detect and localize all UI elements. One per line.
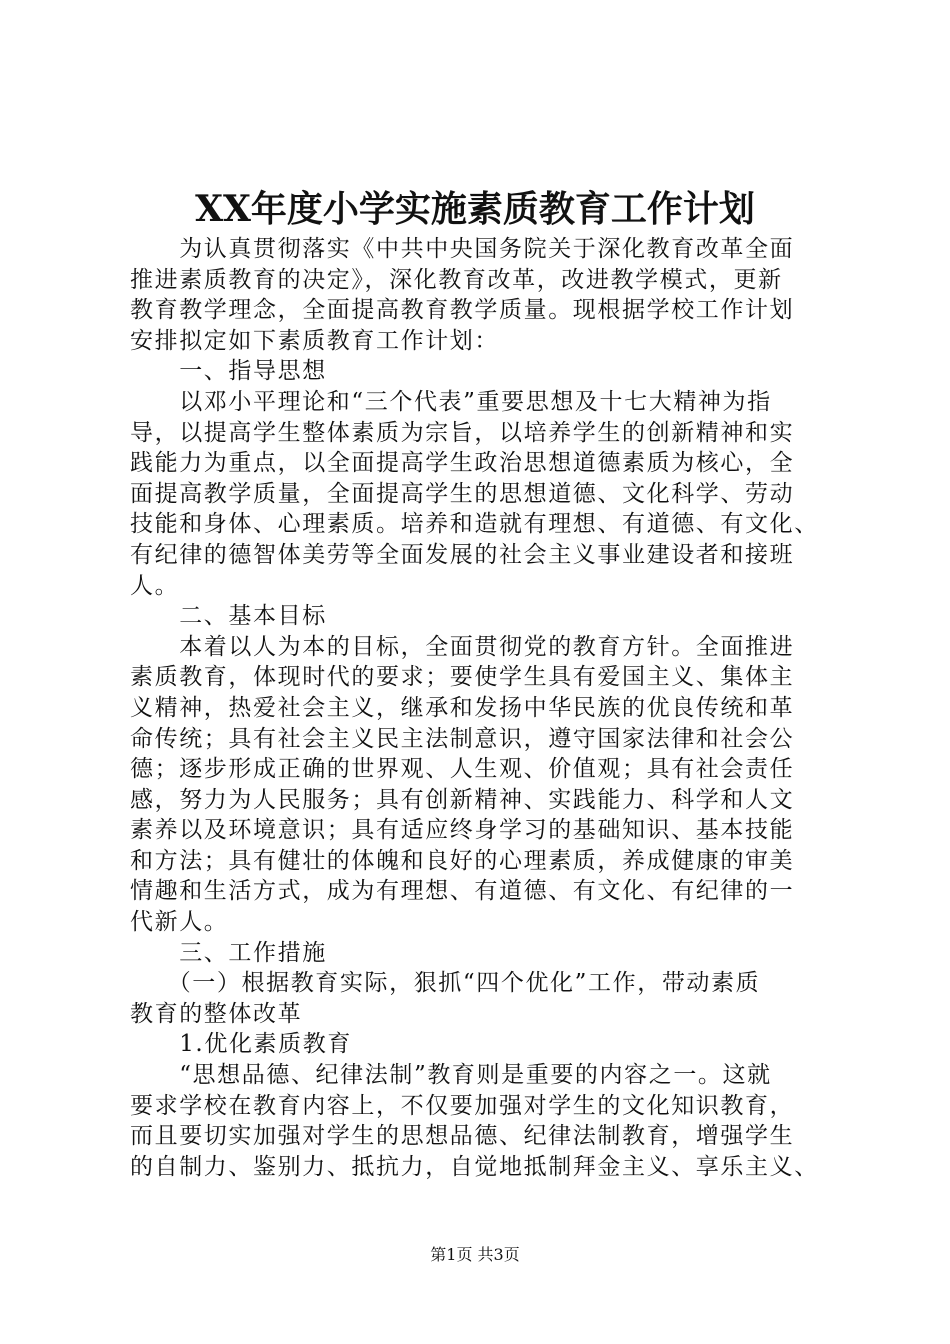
text-line: 德；逐步形成正确的世界观、人生观、价值观；具有社会责任: [130, 756, 795, 783]
text-line: 情趣和生活方式，成为有理想、有道德、有文化、有纪律的一: [130, 878, 795, 905]
text-line: 教育的整体改革: [130, 1000, 303, 1027]
section-heading: 三、工作措施: [130, 939, 327, 966]
text-line: 人。: [130, 572, 180, 599]
document-title: XX年度小学实施素质教育工作计划: [195, 188, 755, 230]
page-number: 第1页 共3页: [430, 1245, 520, 1264]
text-line: 感，努力为人民服务；具有创新精神、实践能力、科学和人文: [130, 786, 795, 813]
section-heading: 二、基本目标: [130, 603, 327, 630]
text-line: 素质教育，体现时代的要求；要使学生具有爱国主义、集体主: [130, 664, 795, 691]
text-line: 素养以及环境意识；具有适应终身学习的基础知识、基本技能: [130, 817, 795, 844]
text-line: 以邓小平理论和“三个代表”重要思想及十七大精神为指: [130, 388, 772, 415]
page-footer: [0, 1244, 950, 1266]
text-line: “思想品德、纪律法制”教育则是重要的内容之一。这就: [130, 1062, 772, 1089]
text-line: 代新人。: [130, 909, 229, 936]
text-line: 和方法；具有健壮的体魄和良好的心理素质，养成健康的审美: [130, 847, 795, 874]
text-line: 有纪律的德智体美劳等全面发展的社会主义事业建设者和接班: [130, 541, 795, 568]
text-line: 要求学校在教育内容上，不仅要加强对学生的文化知识教育，: [130, 1092, 795, 1119]
text-line: 技能和身体、心理素质。培养和造就有理想、有道德、有文化、: [130, 511, 819, 538]
text-line: 推进素质教育的决定》，深化教育改革，改进教学模式，更新: [130, 266, 783, 293]
text-line: 命传统；具有社会主义民主法制意识，遵守国家法律和社会公: [130, 725, 795, 752]
subsection-heading: 1.优化素质教育: [130, 1031, 352, 1058]
text-line: 践能力为重点，以全面提高学生政治思想道德素质为核心，全: [130, 450, 795, 477]
text-line: 而且要切实加强对学生的思想品德、纪律法制教育，增强学生: [130, 1123, 795, 1150]
text-line: 为认真贯彻落实《中共中央国务院关于深化教育改革全面: [130, 236, 795, 262]
text-line: 教育教学理念，全面提高教育教学质量。现根据学校工作计划: [130, 297, 795, 324]
document-body: [130, 234, 830, 1182]
text-line: 义精神，热爱社会主义，继承和发扬中华民族的优良传统和革: [130, 694, 795, 721]
text-line: 面提高教学质量，全面提高学生的思想道德、文化科学、劳动: [130, 480, 795, 507]
text-line: 导，以提高学生整体素质为宗旨，以培养学生的创新精神和实: [130, 419, 795, 446]
text-line: 的自制力、鉴别力、抵抗力，自觉地抵制拜金主义、享乐主义、: [130, 1153, 819, 1180]
section-heading: 一、指导思想: [130, 358, 327, 385]
text-line: 本着以人为本的目标，全面贯彻党的教育方针。全面推进: [130, 633, 795, 660]
text-line: （一）根据教育实际，狠抓“四个优化”工作，带动素质: [130, 970, 761, 997]
text-line: 安排拟定如下素质教育工作计划：: [130, 327, 499, 354]
